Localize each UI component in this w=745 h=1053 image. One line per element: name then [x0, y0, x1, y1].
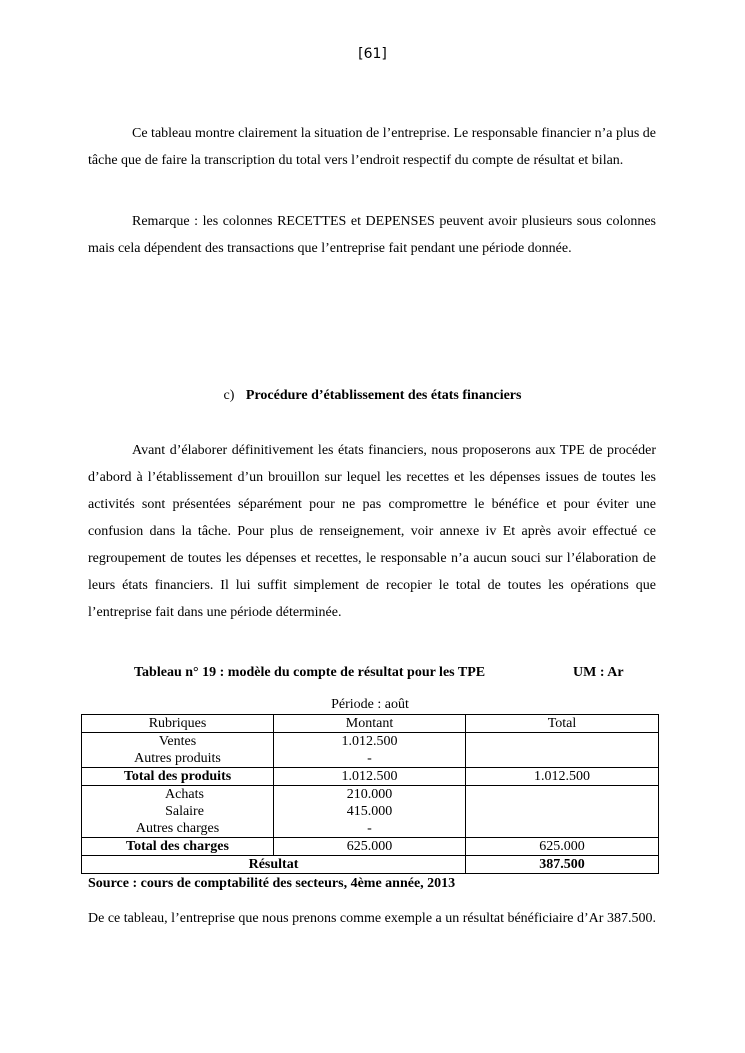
charge-amounts-cell [274, 786, 466, 838]
table-row-charges [82, 786, 659, 838]
label-achats: Achats [165, 787, 204, 802]
header-montant: Montant [274, 715, 466, 733]
label-autres-charges: Autres charges [135, 821, 220, 836]
table-caption: Tableau n° 19 : modèle du compte de résultat pour les TPE [134, 665, 486, 680]
label-ventes: Ventes [158, 734, 197, 749]
paragraph-procedure: Avant d’élaborer définitivement les états financiers, nous proposerons aux TPE de procéder d’abord à l’établissement d’un brouillon sur lequel les recettes et les dépenses issues de toutes les activités sont présentées séparément pour ne pas compromettre le bénéfice et pour éviter une confusion dans la tâche. Pour plus de renseignement, voir annexe iv Et après avoir effectué ce regroupement de toutes les dépenses et recettes, le responsable n’a aucun souci sur l’élaboration de leurs états financiers. Il lui suffit simplement de recopier le total de toutes les opérations que l’entreprise fait dans une période déterminée. [88, 443, 656, 620]
table-row-result [82, 856, 659, 874]
header-total: Total [466, 715, 659, 733]
result-label: Résultat [82, 856, 466, 874]
amount-autres-produits: - [367, 751, 372, 766]
header-rubriques: Rubriques [82, 715, 274, 733]
table-row-revenues [82, 733, 659, 768]
amount-autres-charges: - [367, 821, 372, 836]
total-charges-amount: 625.000 [274, 838, 466, 856]
charge-labels-cell [82, 786, 274, 838]
revenue-total-cell [466, 733, 659, 768]
label-salaire: Salaire [165, 804, 204, 819]
amount-ventes: 1.012.500 [341, 734, 398, 749]
section-heading-text: Procédure d’établissement des états financiers [245, 388, 522, 403]
table-source: Source : cours de comptabilité des secteurs, 4ème année, 2013 [88, 876, 456, 891]
total-charges-label: Total des charges [82, 838, 274, 856]
table-header-row [82, 715, 659, 733]
result-total: 387.500 [466, 856, 659, 874]
page-number: [61] [358, 46, 387, 62]
income-statement-table [81, 714, 659, 874]
amount-salaire: 415.000 [346, 804, 393, 819]
total-charges-total: 625.000 [466, 838, 659, 856]
section-heading [0, 388, 745, 404]
paragraph-intro: Ce tableau montre clairement la situation de l’entreprise. Le responsable financier n’a plus de tâche que de faire la transcription du total vers l’endroit respectif du compte de résultat et bilan. [88, 126, 657, 168]
paragraph-conclusion: De ce tableau, l’entreprise que nous prenons comme exemple a un résultat bénéficiaire d’Ar 387.500. [88, 911, 656, 926]
revenue-labels-cell [82, 733, 274, 768]
label-autres-produits: Autres produits [134, 751, 221, 766]
total-products-amount: 1.012.500 [274, 768, 466, 786]
charges-total-cell [466, 786, 659, 838]
amount-achats: 210.000 [346, 787, 393, 802]
section-heading-letter: c) [223, 388, 235, 403]
paragraph-remark: Remarque : les colonnes RECETTES et DEPENSES peuvent avoir plusieurs sous colonnes mais cela dépendent des transactions que l’entreprise fait pendant une période donnée. [88, 214, 656, 256]
total-products-total: 1.012.500 [466, 768, 659, 786]
revenue-amounts-cell [274, 733, 466, 768]
period-label: Période : août [331, 697, 409, 712]
table-row-total-products [82, 768, 659, 786]
table-row-total-charges [82, 838, 659, 856]
total-products-label: Total des produits [82, 768, 274, 786]
table-unit: UM : Ar [573, 665, 624, 680]
